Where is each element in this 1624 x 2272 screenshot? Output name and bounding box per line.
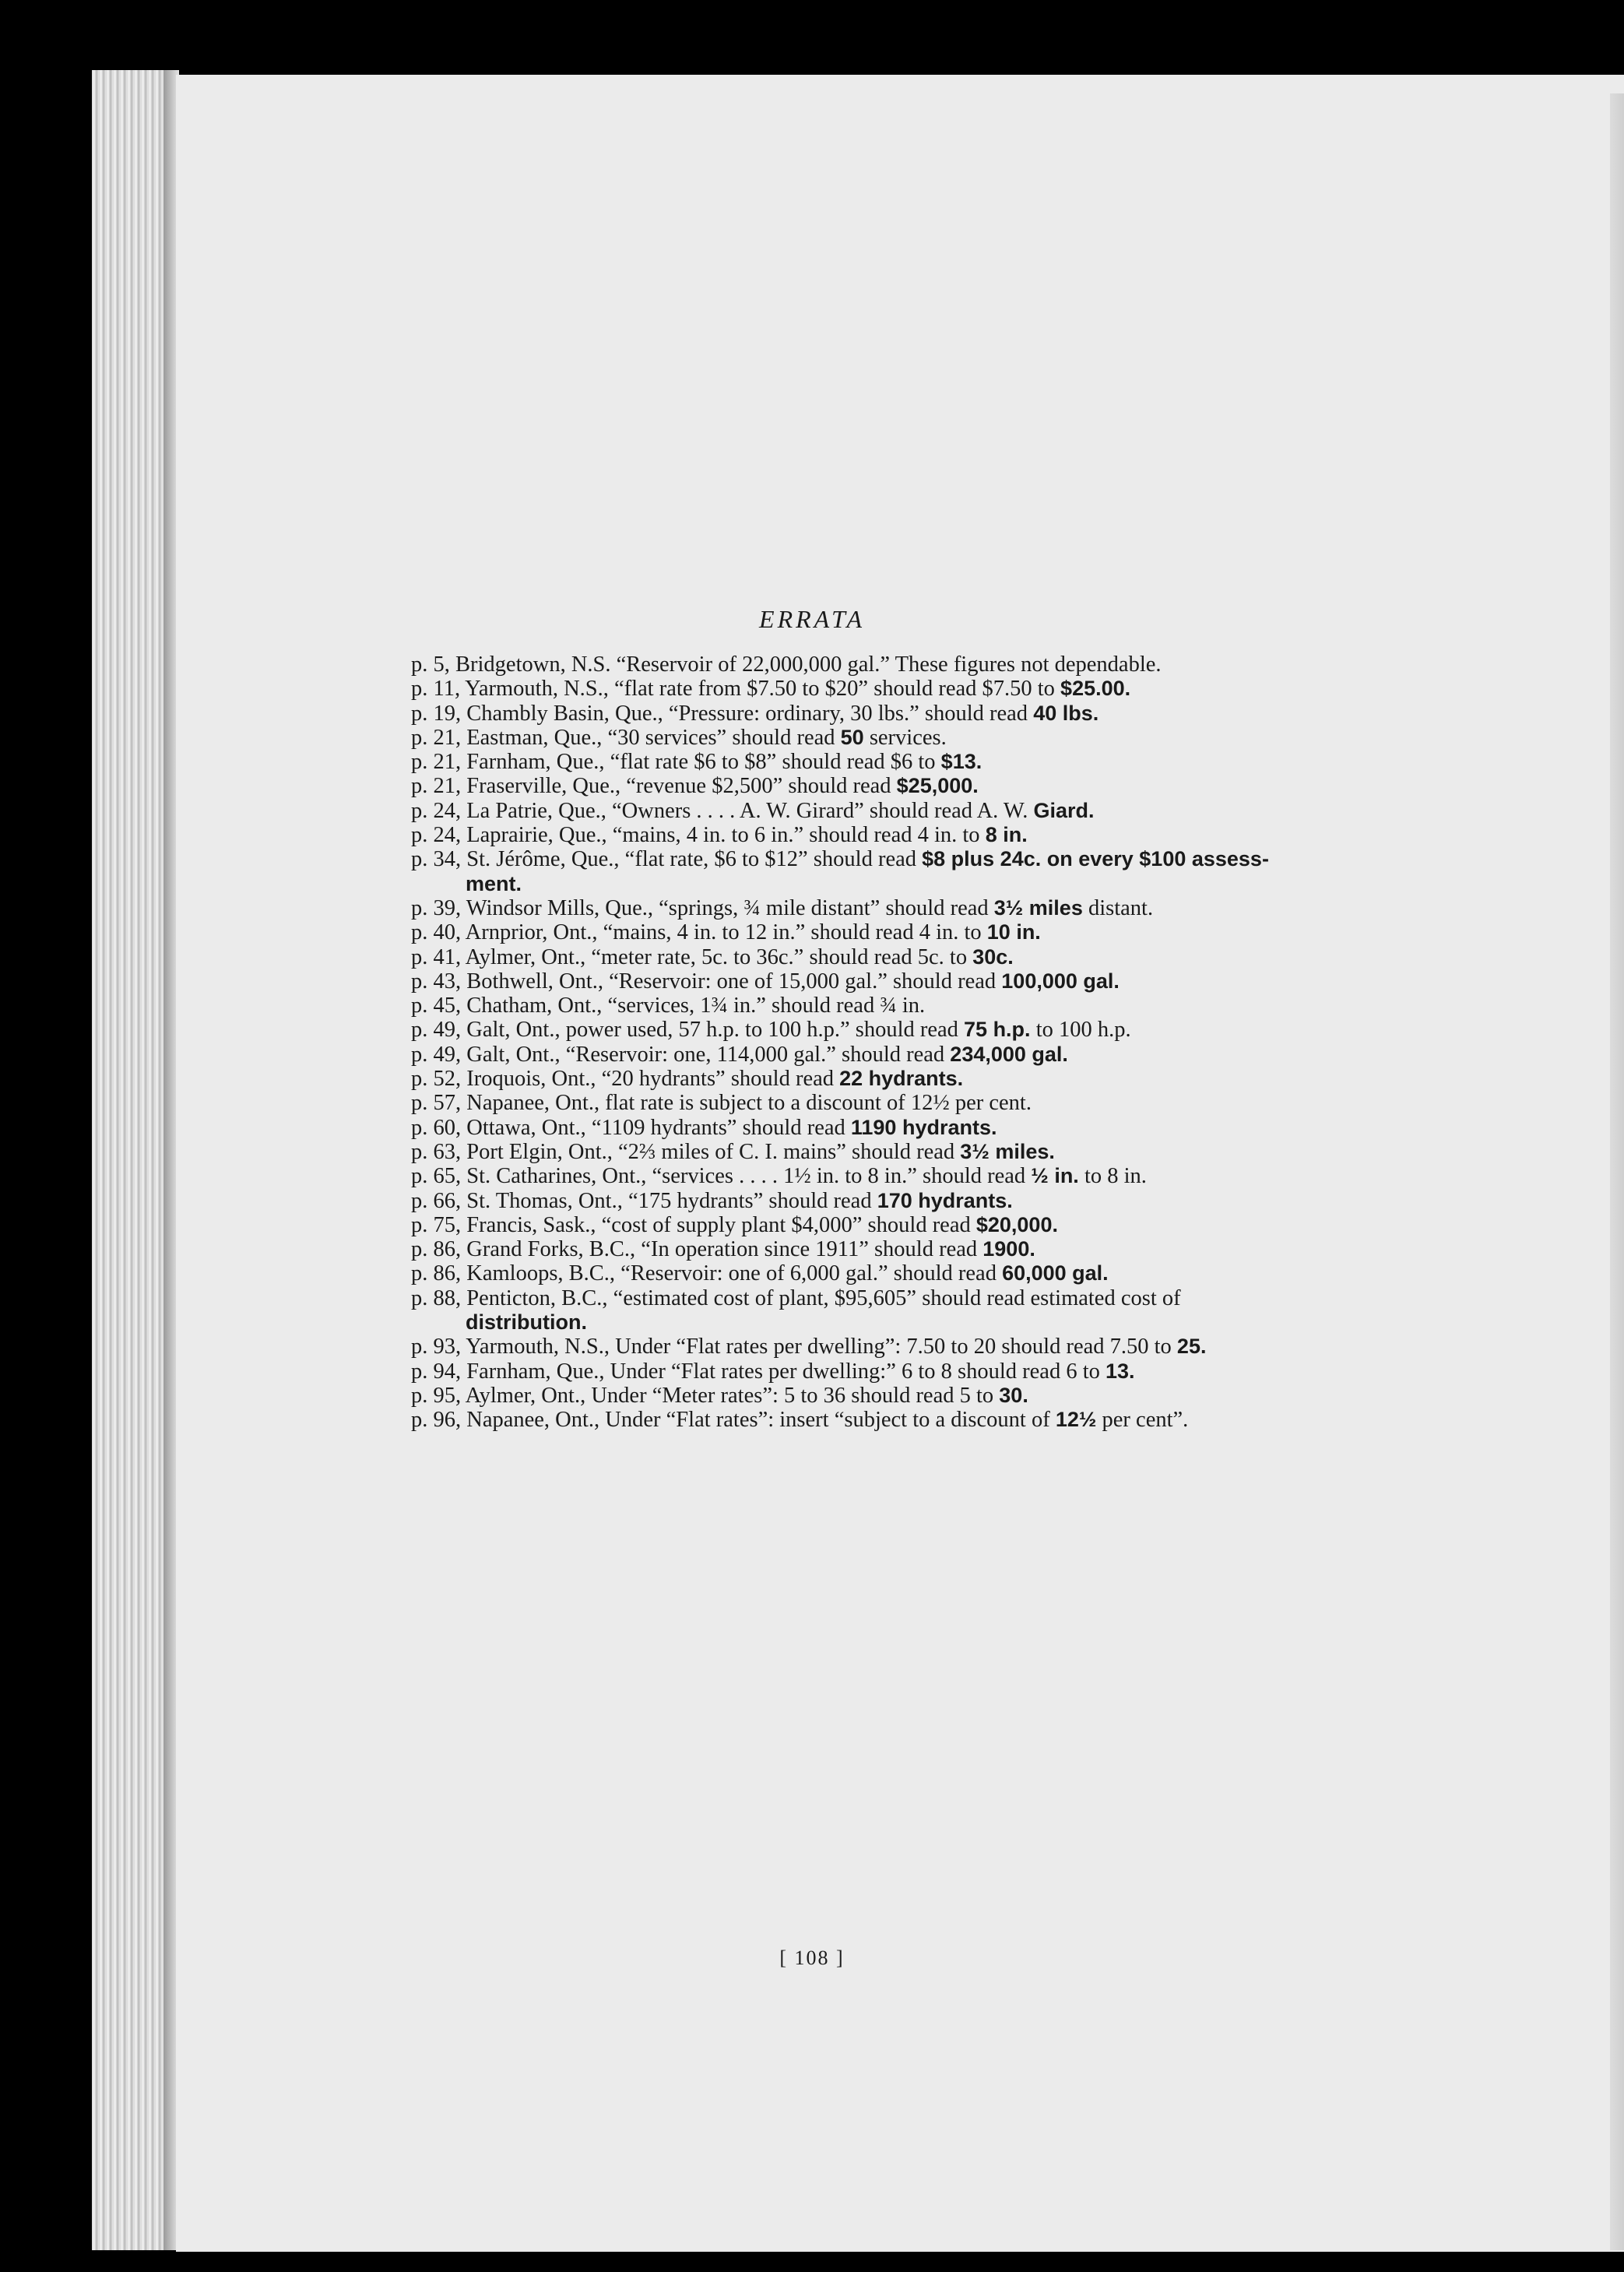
entry-text: p. 93, Yarmouth, N.S., Under “Flat rates per dwelling”: 7.50 to 20 should read 7.50 to	[411, 1335, 1177, 1359]
errata-entry	[411, 750, 1458, 774]
entry-correction: 40 lbs.	[1033, 701, 1099, 725]
entry-text: p. 96, Napanee, Ont., Under “Flat rates”: insert “subject to a discount of	[411, 1408, 1056, 1433]
entry-text: p. 19, Chambly Basin, Que., “Pressure: ordinary, 30 lbs.” should read	[411, 701, 1034, 726]
entry-text: p. 40, Arnprior, Ont., “mains, 4 in. to 12 in.” should read 4 in. to	[411, 920, 987, 945]
entry-correction: $20,000.	[975, 1212, 1058, 1236]
errata-entry	[411, 969, 1458, 994]
entry-text-after: to 100 h.p.	[1030, 1018, 1131, 1043]
entry-continuation: ment.	[466, 871, 522, 895]
entry-correction: 1900.	[982, 1237, 1035, 1261]
entry-text: p. 39, Windsor Mills, Que., “springs, ¾ mile distant” should read	[411, 895, 994, 920]
page-right-edge	[1610, 93, 1624, 2250]
errata-entry	[411, 1261, 1458, 1285]
errata-entry	[411, 1384, 1458, 1408]
errata-entry	[411, 1018, 1458, 1042]
entry-text-after: per cent”.	[1096, 1408, 1189, 1433]
entry-correction: 234,000 gal.	[950, 1042, 1068, 1066]
entry-text: p. 49, Galt, Ont., power used, 57 h.p. to 100 h.p.” should read	[411, 1018, 965, 1043]
entry-correction: 25.	[1176, 1335, 1207, 1359]
entry-text: p. 5, Bridgetown, N.S. “Reservoir of 22,000,000 gal.” These figures not dependable.	[411, 652, 1162, 677]
entry-correction: 13.	[1106, 1359, 1135, 1383]
entry-correction: 1190 hydrants.	[850, 1115, 997, 1139]
entry-correction: 30c.	[972, 944, 1014, 969]
entry-text: p. 63, Port Elgin, Ont., “2⅔ miles of C. I. mains” should read	[411, 1139, 961, 1164]
errata-entry	[411, 1286, 1458, 1310]
entry-text: p. 95, Aylmer, Ont., Under “Meter rates”: 5 to 36 should read 5 to	[411, 1383, 1000, 1408]
entry-text: p. 94, Farnham, Que., Under “Flat rates per dwelling:” 6 to 8 should read 6 to	[411, 1359, 1106, 1384]
errata-entry	[411, 1237, 1458, 1261]
entry-text: p. 88, Penticton, B.C., “estimated cost of plant, $95,605” should read estimated cost of	[411, 1285, 1181, 1310]
errata-entry	[411, 1067, 1458, 1091]
entry-text: p. 66, St. Thomas, Ont., “175 hydrants” should read	[411, 1188, 877, 1213]
errata-entry	[411, 1189, 1458, 1213]
entry-correction: 10 in.	[986, 920, 1041, 944]
errata-entry	[411, 1140, 1458, 1164]
entry-text: p. 21, Farnham, Que., “flat rate $6 to $8” should read $6 to	[411, 750, 941, 775]
entry-text: p. 49, Galt, Ont., “Reservoir: one, 114,000 gal.” should read	[411, 1042, 951, 1067]
page-number: [ 108 ]	[779, 1947, 845, 1969]
entry-correction: 30.	[999, 1383, 1028, 1407]
errata-entry	[411, 774, 1458, 798]
entry-correction: 22 hydrants.	[839, 1067, 964, 1091]
entry-text: p. 65, St. Catharines, Ont., “services . . . . 1½ in. to 8 in.” should read	[411, 1164, 1032, 1189]
entry-correction: 100,000 gal.	[1001, 969, 1120, 993]
entry-correction: Giard.	[1033, 798, 1095, 822]
entry-correction: 3½ miles	[993, 895, 1083, 920]
errata-entry	[411, 1116, 1458, 1140]
entry-text: p. 86, Kamloops, B.C., “Reservoir: one of 6,000 gal.” should read	[411, 1261, 1003, 1286]
errata-entry	[411, 1213, 1458, 1237]
entry-text-after: to 8 in.	[1078, 1164, 1147, 1189]
errata-entry	[411, 726, 1458, 750]
errata-entry	[411, 847, 1458, 871]
entry-correction: 3½ miles.	[960, 1139, 1055, 1163]
entry-text: p. 60, Ottawa, Ont., “1109 hydrants” should read	[411, 1115, 851, 1140]
errata-list	[411, 652, 1458, 1433]
errata-entry	[411, 702, 1458, 726]
entry-correction: $25,000.	[896, 774, 979, 798]
errata-entry	[411, 652, 1458, 677]
entry-text: p. 24, La Patrie, Que., “Owners . . . . A. W. Girard” should read A. W.	[411, 798, 1034, 823]
entry-text: p. 21, Fraserville, Que., “revenue $2,500” should read	[411, 774, 897, 799]
entry-text-after: services.	[863, 725, 947, 750]
entry-correction: $13.	[940, 750, 982, 774]
entry-text: p. 57, Napanee, Ont., flat rate is subject to a discount of 12½ per cent.	[411, 1091, 1032, 1116]
entry-correction: 60,000 gal.	[1002, 1261, 1109, 1285]
errata-entry	[411, 994, 1458, 1018]
errata-entry	[411, 823, 1458, 847]
entry-correction: 170 hydrants.	[877, 1188, 1013, 1212]
entry-correction: ½ in.	[1031, 1164, 1079, 1188]
entry-continuation: distribution.	[466, 1310, 587, 1335]
entry-text: p. 11, Yarmouth, N.S., “flat rate from $7.50 to $20” should read $7.50 to	[411, 677, 1061, 702]
entry-correction: $25.00.	[1060, 677, 1131, 701]
errata-entry	[411, 1408, 1458, 1432]
entry-correction: 12½	[1055, 1408, 1097, 1432]
errata-entry	[411, 1335, 1458, 1359]
errata-entry	[411, 945, 1458, 969]
page-heading: ERRATA	[759, 605, 865, 633]
entry-text: p. 45, Chatham, Ont., “services, 1¾ in.” should read ¾ in.	[411, 994, 926, 1018]
entry-correction: 75 h.p.	[964, 1018, 1031, 1042]
errata-entry	[411, 1091, 1458, 1115]
entry-text: p. 34, St. Jérôme, Que., “flat rate, $6 to $12” should read	[411, 847, 923, 872]
entry-correction: 50	[840, 725, 864, 749]
entry-correction: $8 plus 24c. on every $100 assess-	[922, 847, 1269, 871]
errata-entry	[411, 1164, 1458, 1188]
errata-entry	[411, 799, 1458, 823]
entry-text-after: distant.	[1082, 895, 1154, 920]
entry-text: p. 52, Iroquois, Ont., “20 hydrants” should read	[411, 1067, 840, 1092]
book-spine-edge	[92, 70, 173, 2250]
errata-entry	[411, 1359, 1458, 1384]
errata-entry	[411, 896, 1458, 920]
entry-text: p. 21, Eastman, Que., “30 services” should read	[411, 725, 841, 750]
errata-entry	[411, 920, 1458, 944]
entry-text: p. 41, Aylmer, Ont., “meter rate, 5c. to 36c.” should read 5c. to	[411, 944, 973, 969]
errata-entry	[411, 1043, 1458, 1067]
entry-correction: 8 in.	[985, 823, 1028, 847]
entry-text: p. 24, Laprairie, Que., “mains, 4 in. to 6 in.” should read 4 in. to	[411, 823, 986, 848]
entry-text: p. 75, Francis, Sask., “cost of supply plant $4,000” should read	[411, 1212, 976, 1237]
entry-text: p. 86, Grand Forks, B.C., “In operation since 1911” should read	[411, 1237, 983, 1262]
errata-entry	[411, 677, 1458, 701]
entry-text: p. 43, Bothwell, Ont., “Reservoir: one of 15,000 gal.” should read	[411, 969, 1002, 994]
